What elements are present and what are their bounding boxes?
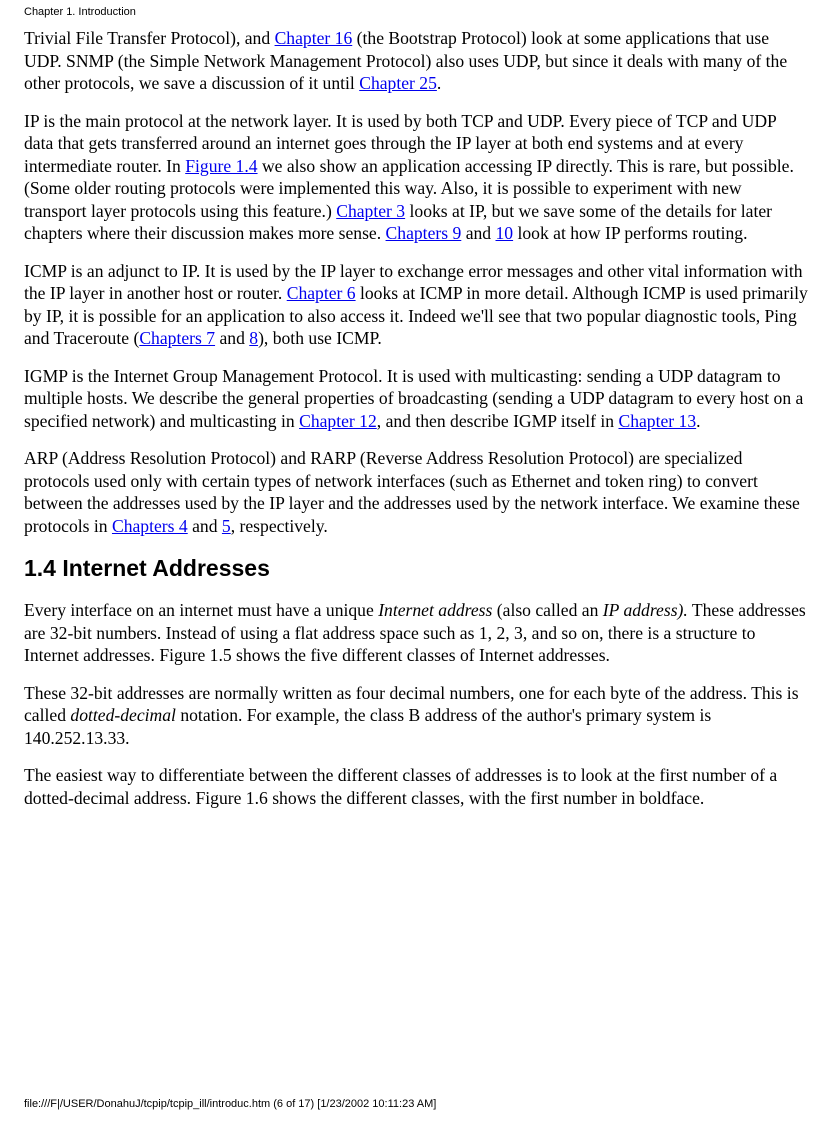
link-chapter-9[interactable]: Chapters 9 xyxy=(385,223,462,243)
paragraph-dotted-decimal xyxy=(24,682,808,750)
link-chapter-4[interactable]: Chapters 4 xyxy=(111,515,188,536)
link-figure-1-4[interactable]: Figure 1.4 xyxy=(185,155,258,176)
link-chapter-8[interactable]: 8 xyxy=(249,328,259,348)
paragraph-udp-applications xyxy=(24,27,808,95)
text: ARP (Address Resolution Protocol) and RARP (Reverse Address Resolution Protocol) are specialized protocols used only with certain types of network interfaces (such as Ethernet and token ring) to convert between the addresses used by the IP layer and the addresses used by the network interface. We examine these protocols in xyxy=(24,448,800,536)
text: looks at ICMP in more detail. Although ICMP is used primarily by IP, it is possible for an application to also access it. Indeed we'll see that two popular diagnostic tools, Ping and Traceroute ( xyxy=(24,283,808,348)
link-chapter-3[interactable]: Chapter 3 xyxy=(336,200,406,221)
text: and xyxy=(215,328,250,348)
running-header: Chapter 1. Introduction xyxy=(24,6,136,18)
paragraph-arp-rarp xyxy=(24,447,808,537)
text: , and then describe IGMP itself in xyxy=(376,410,619,431)
link-chapter-16[interactable]: Chapter 16 xyxy=(274,28,353,48)
text: and xyxy=(461,223,496,243)
text: look at how IP performs routing. xyxy=(513,223,748,243)
link-chapter-6[interactable]: Chapter 6 xyxy=(286,283,356,303)
page-footer-location: file:///F|/USER/DonahuJ/tcpip/tcpip_ill/introduc.htm (6 of 17) [1/23/2002 10:11:23 AM] xyxy=(24,1098,437,1110)
text: . xyxy=(436,73,442,93)
link-chapter-25[interactable]: Chapter 25 xyxy=(359,73,437,93)
document-body xyxy=(24,27,808,824)
text: ICMP is an adjunct to IP. It is used by the IP layer to exchange error messages and other vital information with the IP layer in another host or router. xyxy=(24,260,803,303)
text: looks at IP, but we save some of the details for later chapters where their discussion makes more sense. xyxy=(24,200,773,243)
text: These addresses are 32-bit numbers. Instead of using a flat address space such as 1, 2, 3, and so on, there is a structure to Internet addresses. Figure 1.5 shows the five different classes of Internet addresses. xyxy=(24,600,806,665)
text: ), both use ICMP. xyxy=(258,328,382,348)
text: These 32-bit addresses are normally written as four decimal numbers, one for each byte of the address. This is called xyxy=(24,682,799,725)
link-chapter-7[interactable]: Chapters 7 xyxy=(139,328,216,348)
section-heading: 1.4 Internet Addresses xyxy=(24,555,270,581)
text: IGMP is the Internet Group Management Protocol. It is used with multicasting: sending a UDP datagram to multiple hosts. We describe the general properties of broadcasting (sending a UDP datagram to every host on a specified network) and multicasting in xyxy=(24,365,804,431)
text: (the Bootstrap Protocol) look at some applications that use UDP. SNMP (the Simple Network Management Protocol) also uses UDP, but since it deals with many of the other protocols, we save a discussion of it until xyxy=(24,28,788,93)
text: , respectively. xyxy=(230,515,328,536)
link-chapter-12[interactable]: Chapter 12 xyxy=(299,410,377,431)
paragraph-igmp xyxy=(24,365,808,433)
text: notation. For example, the class B address of the author's primary system is 140.252.13.33. xyxy=(24,705,712,748)
text: IP is the main protocol at the network layer. It is used by both TCP and UDP. Every piece of TCP and UDP data that gets transferred around an internet goes through the IP layer at both end systems and at every intermediate router. In xyxy=(24,110,777,176)
emphasis-dotted-decimal: dotted-decimal xyxy=(70,705,176,725)
text: Trivial File Transfer Protocol), and xyxy=(24,28,275,48)
emphasis-internet-address: Internet address xyxy=(378,600,493,620)
text: The easiest way to differentiate between the different classes of addresses is to look at the first number of a dotted-decimal address. Figure 1.6 shows the different classes, with the first number in boldface. xyxy=(24,765,778,808)
text: we also show an application accessing IP directly. This is rare, but possible. (Some older routing protocols were implemented this way. Also, it is possible to experiment with new transport layer protocols using this feature.) xyxy=(24,155,794,221)
emphasis-ip-address: IP address). xyxy=(602,600,688,620)
paragraph-address-classes xyxy=(24,764,808,809)
paragraph-internet-address xyxy=(24,599,808,667)
text: and xyxy=(187,515,222,536)
paragraph-ip xyxy=(24,110,808,245)
link-chapter-10[interactable]: 10 xyxy=(495,223,514,243)
link-chapter-5[interactable]: 5 xyxy=(221,515,231,536)
link-chapter-13[interactable]: Chapter 13 xyxy=(618,410,697,431)
text: Every interface on an internet must have a unique xyxy=(24,600,379,620)
text: (also called an xyxy=(492,600,603,620)
paragraph-icmp xyxy=(24,260,808,350)
text: . xyxy=(696,410,701,431)
